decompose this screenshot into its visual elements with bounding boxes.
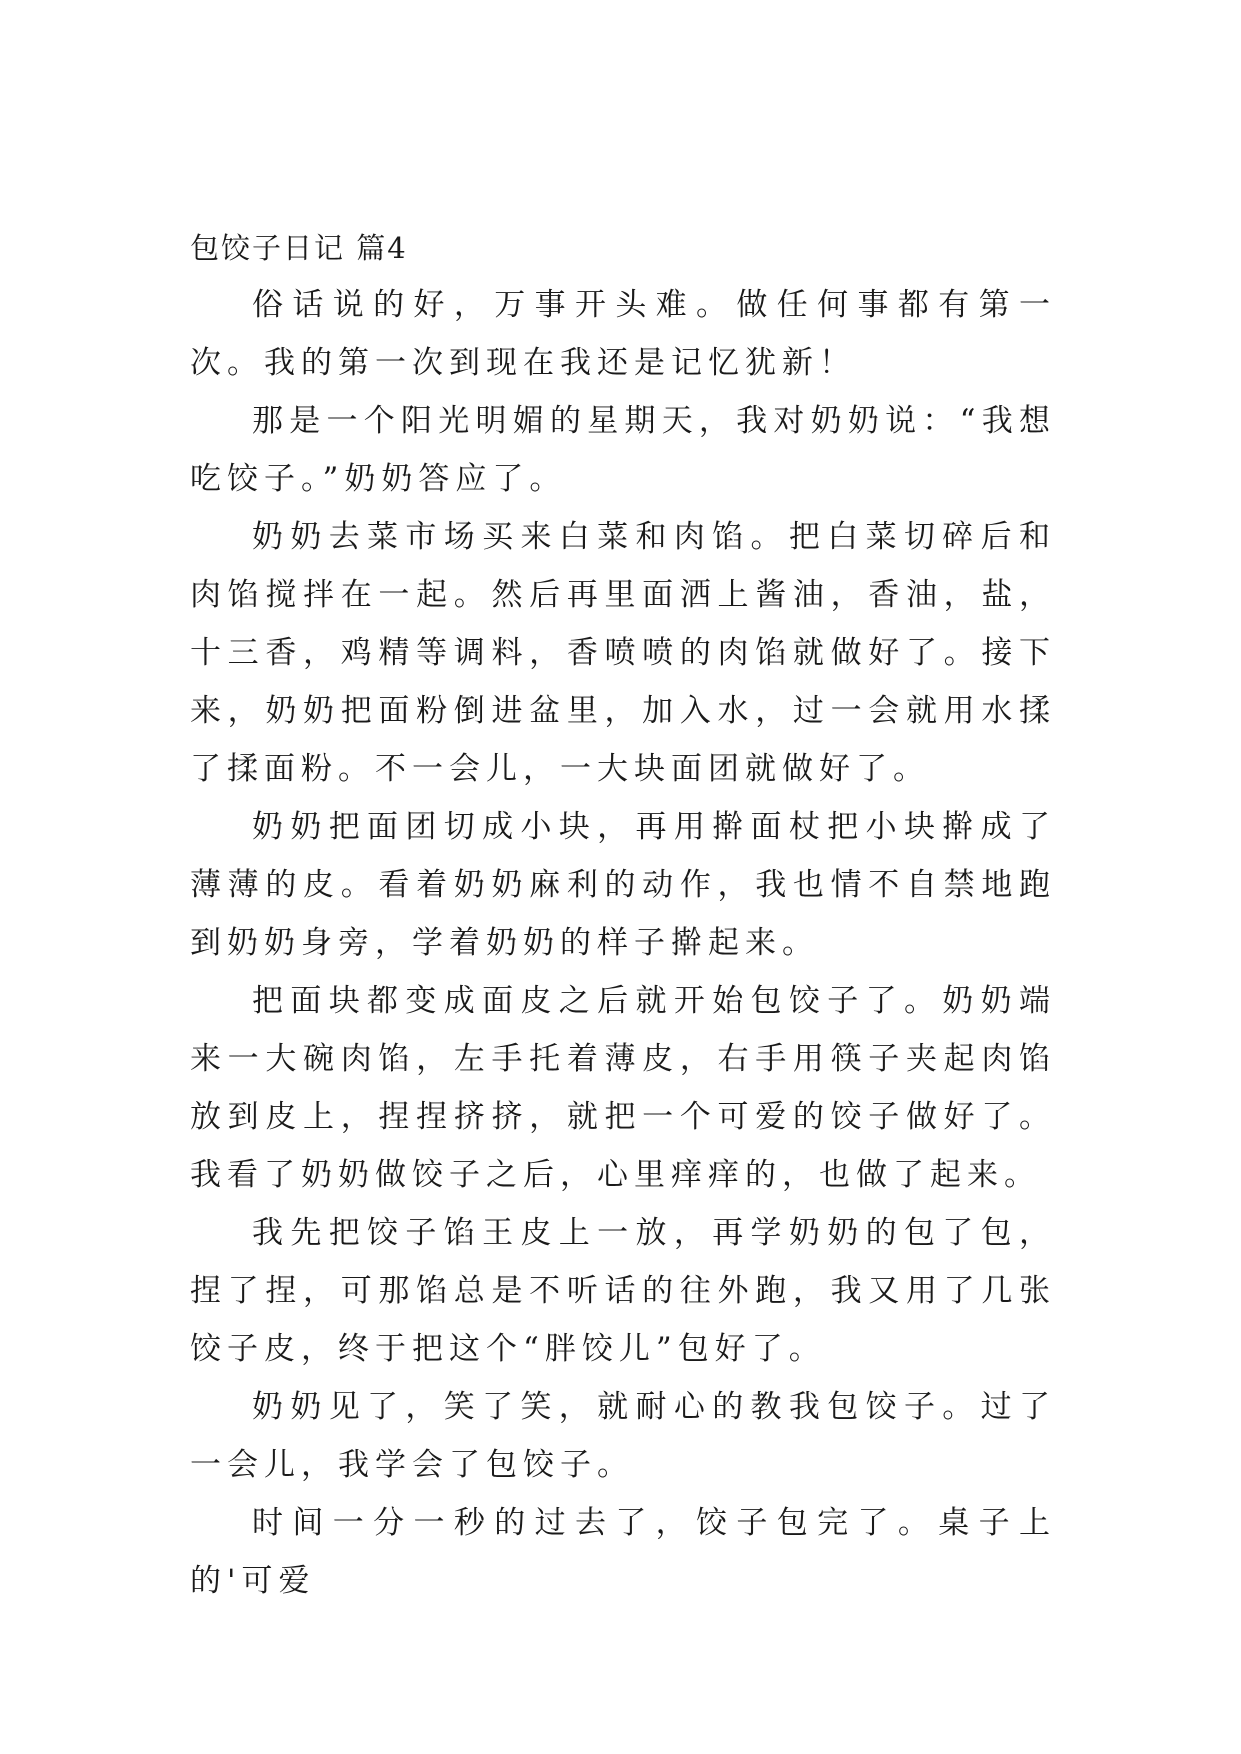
- paragraph: 时间一分一秒的过去了，饺子包完了。桌子上的'可爱: [190, 1505, 1056, 1599]
- paragraph: 我先把饺子馅王皮上一放，再学奶奶的包了包，捏了捏，可那馅总是不听话的往外跑，我又用了几张饺子皮，终于把这个“胖饺儿”包好了。: [190, 1215, 1056, 1367]
- paragraph: 那是一个阳光明媚的星期天，我对奶奶说：“我想吃饺子。”奶奶答应了。: [190, 403, 1056, 497]
- paragraph: 奶奶去菜市场买来白菜和肉馅。把白菜切碎后和肉馅搅拌在一起。然后再里面洒上酱油，香油，盐，十三香，鸡精等调料，香喷喷的肉馅就做好了。接下来，奶奶把面粉倒进盆里，加入水，过一会就用水揉了揉面粉。不一会儿，一大块面团就做好了。: [190, 519, 1056, 787]
- paragraph: 把面块都变成面皮之后就开始包饺子了。奶奶端来一大碗肉馅，左手托着薄皮，右手用筷子夹起肉馅放到皮上，捏捏挤挤，就把一个可爱的饺子做好了。我看了奶奶做饺子之后，心里痒痒的，也做了起来。: [190, 983, 1056, 1193]
- paragraph: 俗话说的好，万事开头难。做任何事都有第一次。我的第一次到现在我还是记忆犹新！: [190, 287, 1056, 381]
- document-body: [190, 220, 1056, 1610]
- paragraph: 奶奶见了，笑了笑，就耐心的教我包饺子。过了一会儿，我学会了包饺子。: [190, 1389, 1056, 1483]
- document-title: 包饺子日记 篇4: [190, 231, 408, 265]
- paragraph: 奶奶把面团切成小块，再用擀面杖把小块擀成了薄薄的皮。看着奶奶麻利的动作，我也情不自禁地跑到奶奶身旁，学着奶奶的样子擀起来。: [190, 809, 1056, 961]
